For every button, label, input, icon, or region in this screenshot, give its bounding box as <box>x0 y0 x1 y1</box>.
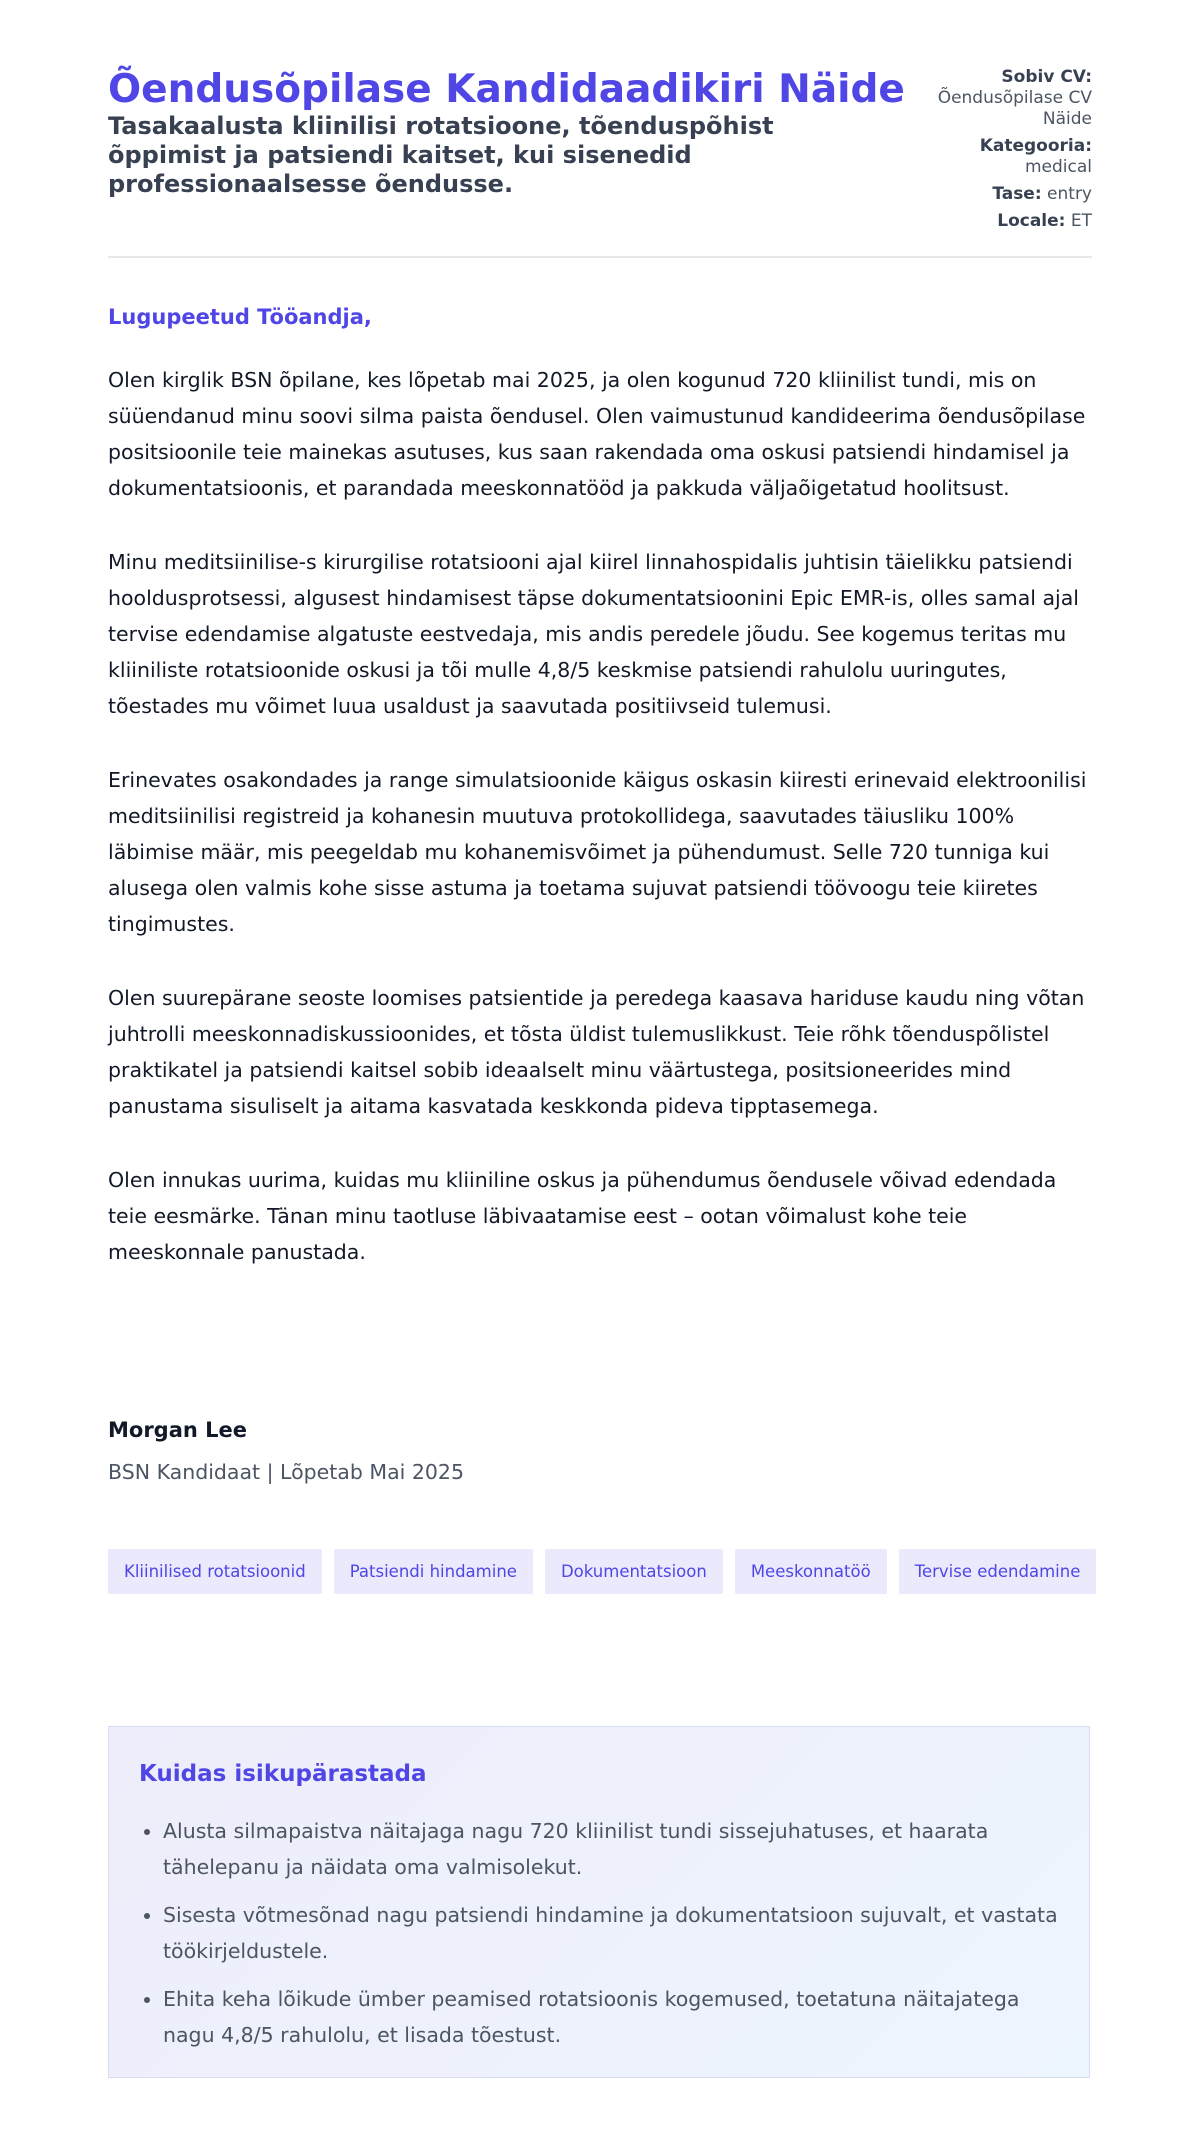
meta-value: entry <box>1047 184 1092 204</box>
letter-paragraph: Olen innukas uurima, kuidas mu kliiniline oskus ja pühendumus õendusele võivad edendada teie eesmärke. Tänan minu taotluse läbivaatamise eest – ootan võimalust kohe teie meeskonnale panustada. <box>108 1168 1057 1264</box>
letter-body <box>108 362 1098 1308</box>
skill-tag: Tervise edendamine <box>899 1549 1097 1594</box>
tip-item: • Alusta silmapaistva näitajaga nagu 720 kliinilist tundi sissejuhatuses, et haarata tähelepanu ja näidata oma valmisolekut. <box>163 1813 1063 1885</box>
letter-paragraph: Erinevates osakondades ja range simulatsioonide käigus oskasin kiiresti erinevaid elektroonilisi meditsiinilisi registreid ja kohanesin muutuva protokollidega, saavutades täiusliku 100% läbimise määr, mis peegeldab mu kohanemisvõimet ja pühendumust. Selle 720 tunniga kui alusega olen valmis kohe sisse astuma ja toetama sujuvat patsiendi töövoogu teie kiiretes tingimustes. <box>108 768 1087 936</box>
letter-paragraph: Olen suurepärane seoste loomises patsientide ja peredega kaasava hariduse kaudu ning võtan juhtrolli meeskonnadiskussioonides, et tõsta üldist tulemuslikkust. Teie rõhk tõenduspõlistel praktikatel ja patsiendi kaitsel sobib ideaalselt minu väärtustega, positsioneerides mind panustama sisuliselt ja aitama kasvatada keskkonda pideva tipptasemega. <box>108 986 1085 1118</box>
signature-role: BSN Kandidaat | Lõpetab Mai 2025 <box>108 1460 465 1484</box>
meta-key: Kategooria: <box>979 136 1092 156</box>
meta-panel <box>892 67 1092 238</box>
meta-row-cv <box>892 67 1092 130</box>
meta-row-locale <box>892 211 1092 232</box>
meta-key: Sobiv CV: <box>1001 67 1092 87</box>
tip-item: • Sisesta võtmesõnad nagu patsiendi hindamine ja dokumentatsioon sujuvalt, et vastata töökirjeldustele. <box>163 1897 1063 1969</box>
signature-name: Morgan Lee <box>108 1418 248 1442</box>
letter-salutation: Lugupeetud Tööandja, <box>108 305 372 329</box>
meta-value: ET <box>1070 211 1092 231</box>
tips-heading: Kuidas isikupärastada <box>139 1761 427 1787</box>
skill-tags <box>108 1549 1098 1594</box>
meta-row-level <box>892 184 1092 205</box>
tips-list <box>139 1813 1063 2065</box>
skill-tag: Meeskonnatöö <box>735 1549 887 1594</box>
header-divider <box>108 256 1092 258</box>
page-subtitle: Tasakaalusta kliinilisi rotatsioone, tõenduspõhist õppimist ja patsiendi kaitset, kui sisenedid professionaalsesse õendusse. <box>108 112 774 198</box>
meta-key: Tase: <box>992 184 1042 204</box>
personalization-tips-box <box>108 1726 1090 2078</box>
meta-key: Locale: <box>997 211 1066 231</box>
skill-tag: Kliinilised rotatsioonid <box>108 1549 322 1594</box>
page-title: Õendusõpilase Kandidaadikiri Näide <box>108 67 905 112</box>
skill-tag: Dokumentatsioon <box>545 1549 723 1594</box>
meta-value: Õendusõpilase CV Näide <box>937 88 1092 129</box>
letter-paragraph: Minu meditsiinilise-s kirurgilise rotatsiooni ajal kiirel linnahospidalis juhtisin täielikku patsiendi hooldusprotsessi, algusest hindamisest täpse dokumentatsioonini Epic EMR-is, olles samal ajal tervise edendamise algatuste eestvedaja, mis andis peredele jõudu. See kogemus teritas mu kliiniliste rotatsioonide oskusi ja tõi mulle 4,8/5 keskmise patsiendi rahulolu uuringutes, tõestades mu võimet luua usaldust ja saavutada positiivseid tulemusi. <box>108 550 1079 718</box>
tip-item: • Ehita keha lõikude ümber peamised rotatsioonis kogemused, toetatuna näitajatega nagu 4,8/5 rahulolu, et lisada tõestust. <box>163 1981 1063 2053</box>
skill-tag: Patsiendi hindamine <box>334 1549 533 1594</box>
meta-row-category <box>892 136 1092 178</box>
letter-paragraph: Olen kirglik BSN õpilane, kes lõpetab mai 2025, ja olen kogunud 720 kliinilist tundi, mis on süüendanud minu soovi silma paista õendusel. Olen vaimustunud kandideerima õendusõpilase positsioonile teie mainekas asutuses, kus saan rakendada oma oskusi patsiendi hindamisel ja dokumentatsioonis, et parandada meeskonnatööd ja pakkuda väljaõigetatud hoolitsust. <box>108 368 1086 500</box>
meta-value: medical <box>1024 157 1092 177</box>
